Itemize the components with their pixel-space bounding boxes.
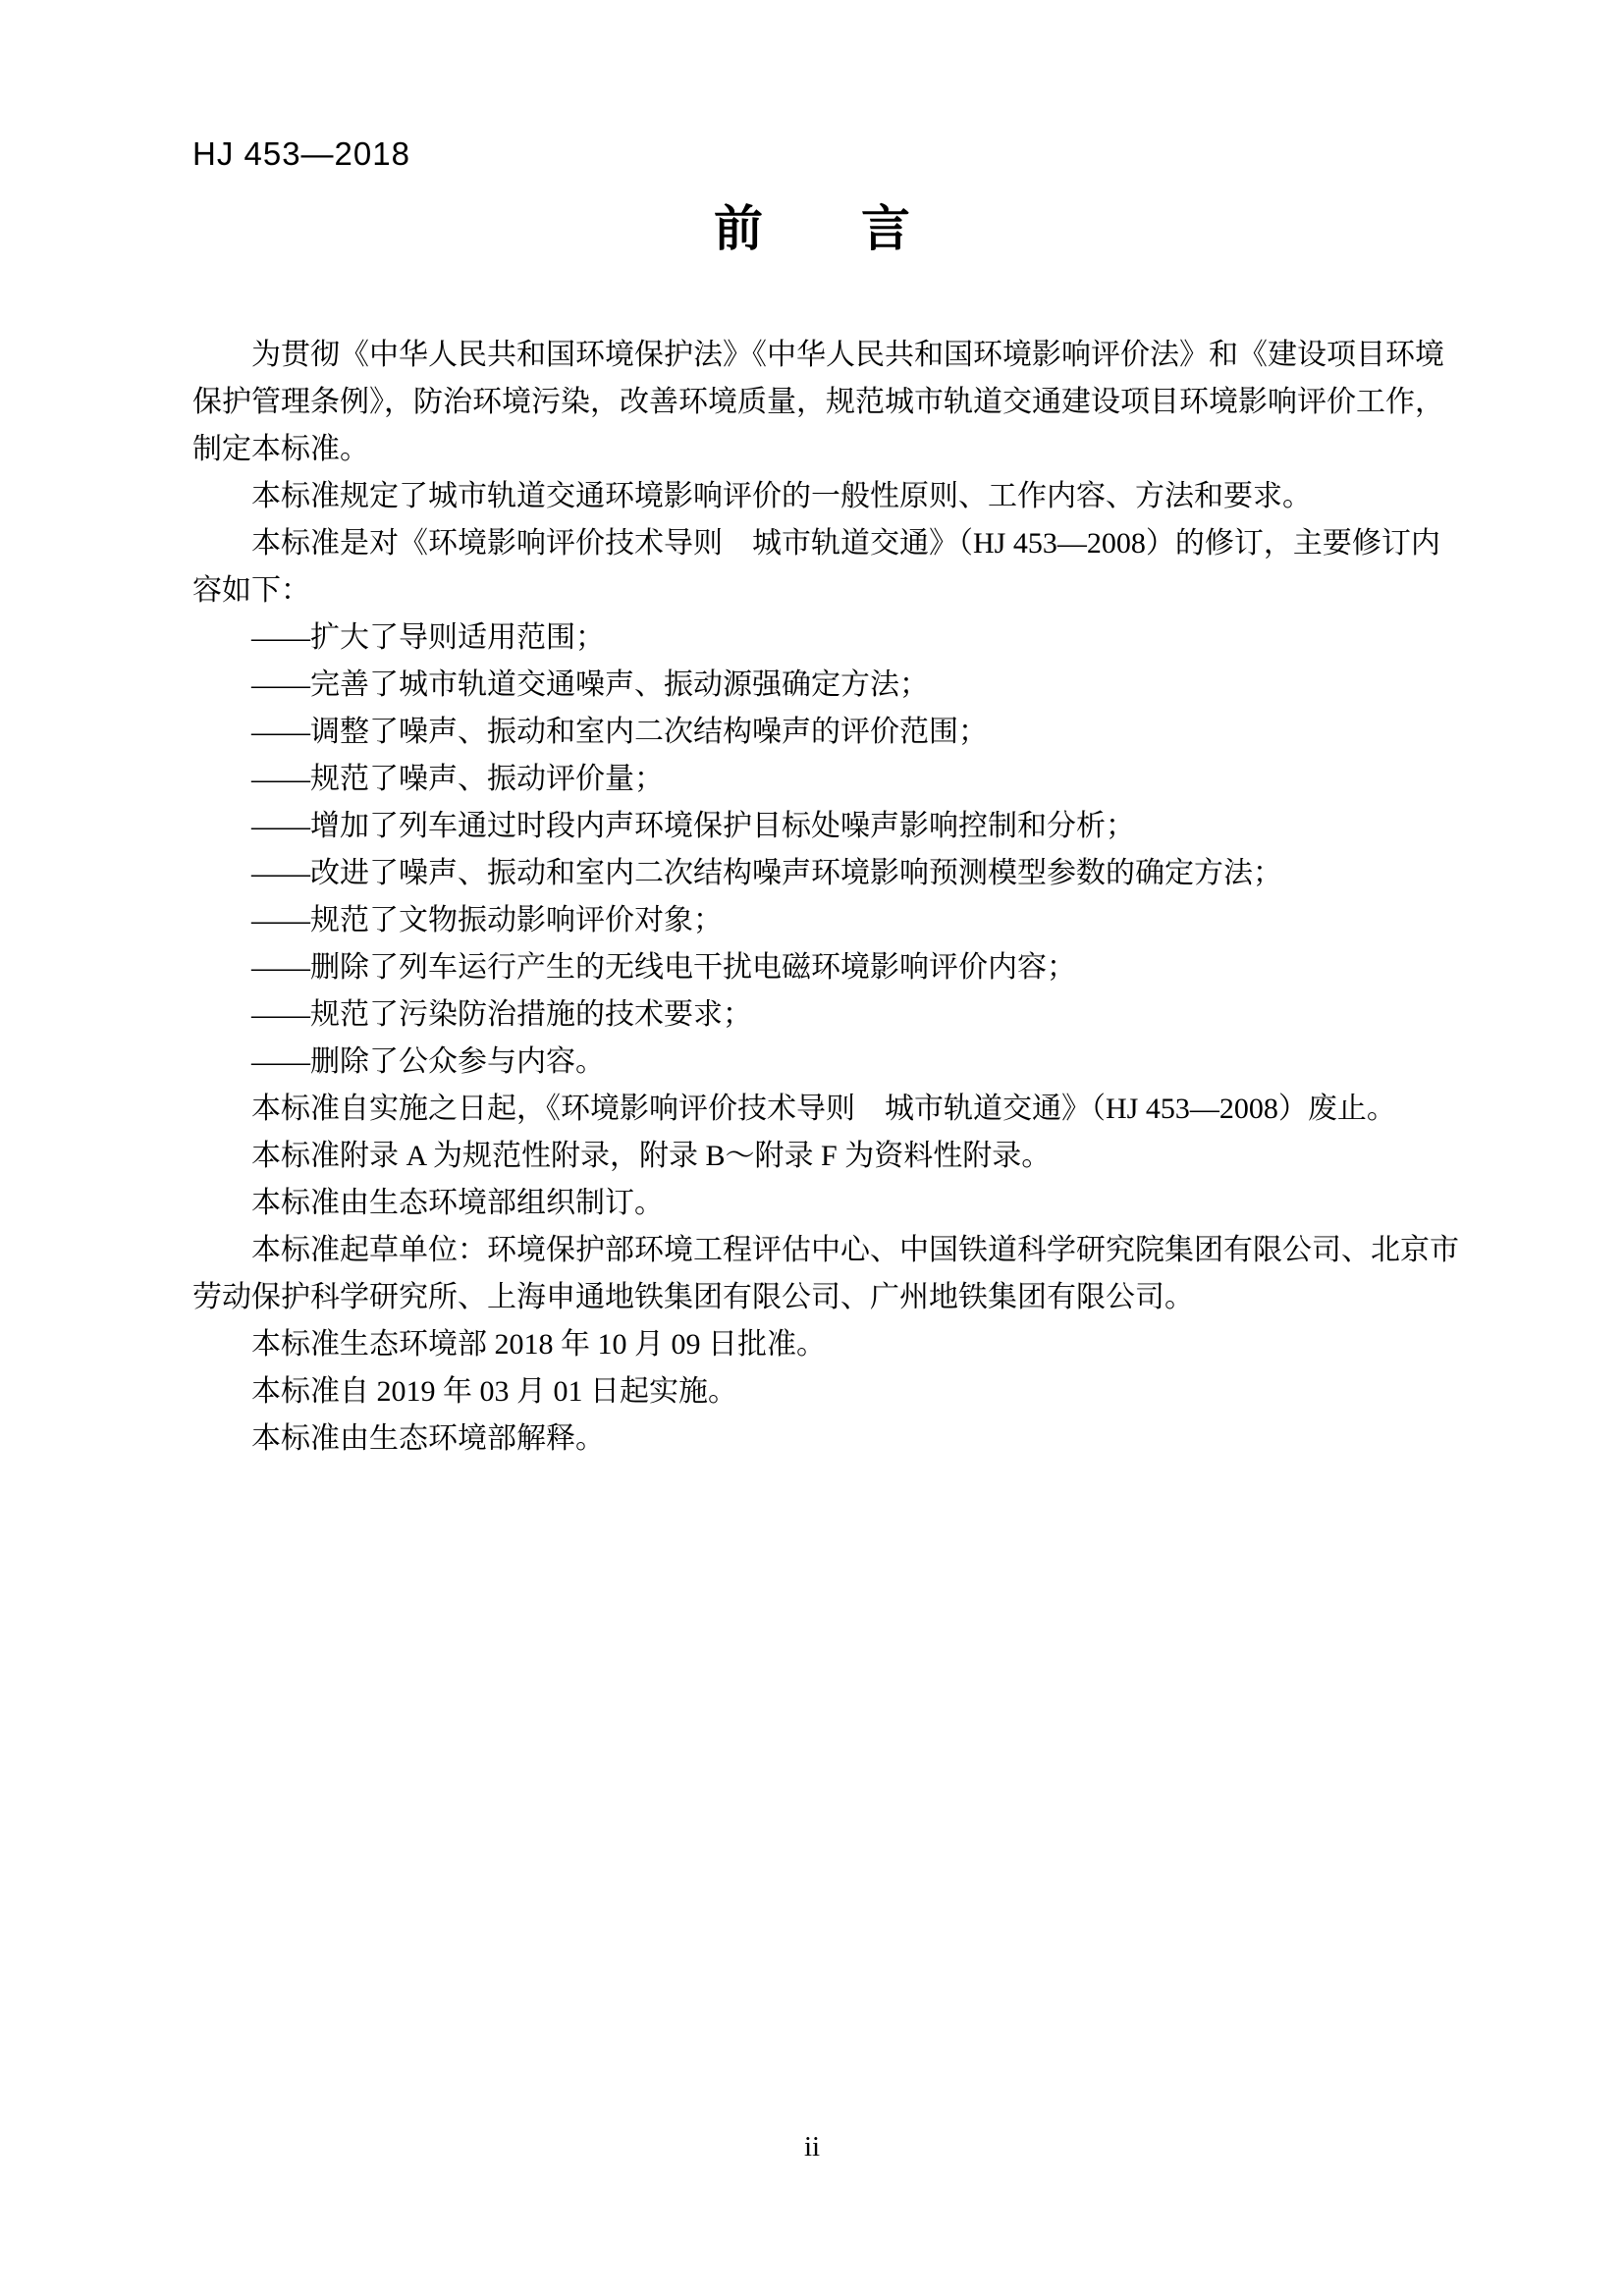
text-line: 保护管理条例》，防治环境污染，改善环境质量，规范城市轨道交通建设项目环境影响评价工作，: [192, 386, 1444, 418]
text-line: 本标准起草单位：环境保护部环境工程评估中心、中国铁道科学研究院集团有限公司、北京市: [251, 1234, 1459, 1266]
text-line: 本标准自实施之日起，《环境影响评价技术导则 城市轨道交通》（HJ 453—2008）废止。: [251, 1093, 1396, 1125]
text-line: 制定本标准。: [192, 433, 369, 465]
revision-item-line: ——规范了噪声、振动评价量；: [251, 763, 664, 795]
document-code: HJ 453—2018: [192, 135, 410, 172]
text-line: 本标准是对《环境影响评价技术导则 城市轨道交通》（HJ 453—2008）的修订，主要修订内: [251, 527, 1440, 560]
revision-item-line: ——扩大了导则适用范围；: [251, 621, 605, 654]
revision-item-line: ——改进了噪声、振动和室内二次结构噪声环境影响预测模型参数的确定方法；: [251, 857, 1282, 889]
revision-item-line: ——删除了列车运行产生的无线电干扰电磁环境影响评价内容；: [251, 951, 1076, 984]
document-body: [192, 332, 1459, 1463]
text-line: 本标准由生态环境部组织制订。: [251, 1187, 664, 1219]
revision-item-line: ——规范了文物振动影响评价对象；: [251, 904, 723, 936]
revision-item-line: ——删除了公众参与内容。: [251, 1045, 605, 1078]
text-line: 本标准自 2019 年 03 月 01 日起实施。: [251, 1375, 737, 1408]
text-line: 容如下：: [192, 574, 310, 607]
text-line: 劳动保护科学研究所、上海申通地铁集团有限公司、广州地铁集团有限公司。: [192, 1281, 1194, 1313]
revision-item-line: ——完善了城市轨道交通噪声、振动源强确定方法；: [251, 668, 929, 701]
page-number: ii: [803, 2131, 821, 2163]
text-line: 本标准由生态环境部解释。: [251, 1422, 605, 1455]
page-title: 前 言: [714, 201, 910, 256]
revision-item-line: ——规范了污染防治措施的技术要求；: [251, 998, 752, 1031]
text-line: 本标准生态环境部 2018 年 10 月 09 日批准。: [251, 1328, 826, 1361]
text-line: 本标准附录 A 为规范性附录，附录 B～附录 F 为资料性附录。: [251, 1140, 1052, 1172]
text-line: 本标准规定了城市轨道交通环境影响评价的一般性原则、工作内容、方法和要求。: [251, 480, 1312, 512]
text-line: 为贯彻《中华人民共和国环境保护法》《中华人民共和国环境影响评价法》和《建设项目环境: [251, 339, 1444, 371]
revision-item-line: ——增加了列车通过时段内声环境保护目标处噪声影响控制和分析；: [251, 810, 1135, 842]
revision-item-line: ——调整了噪声、振动和室内二次结构噪声的评价范围；: [251, 716, 988, 748]
